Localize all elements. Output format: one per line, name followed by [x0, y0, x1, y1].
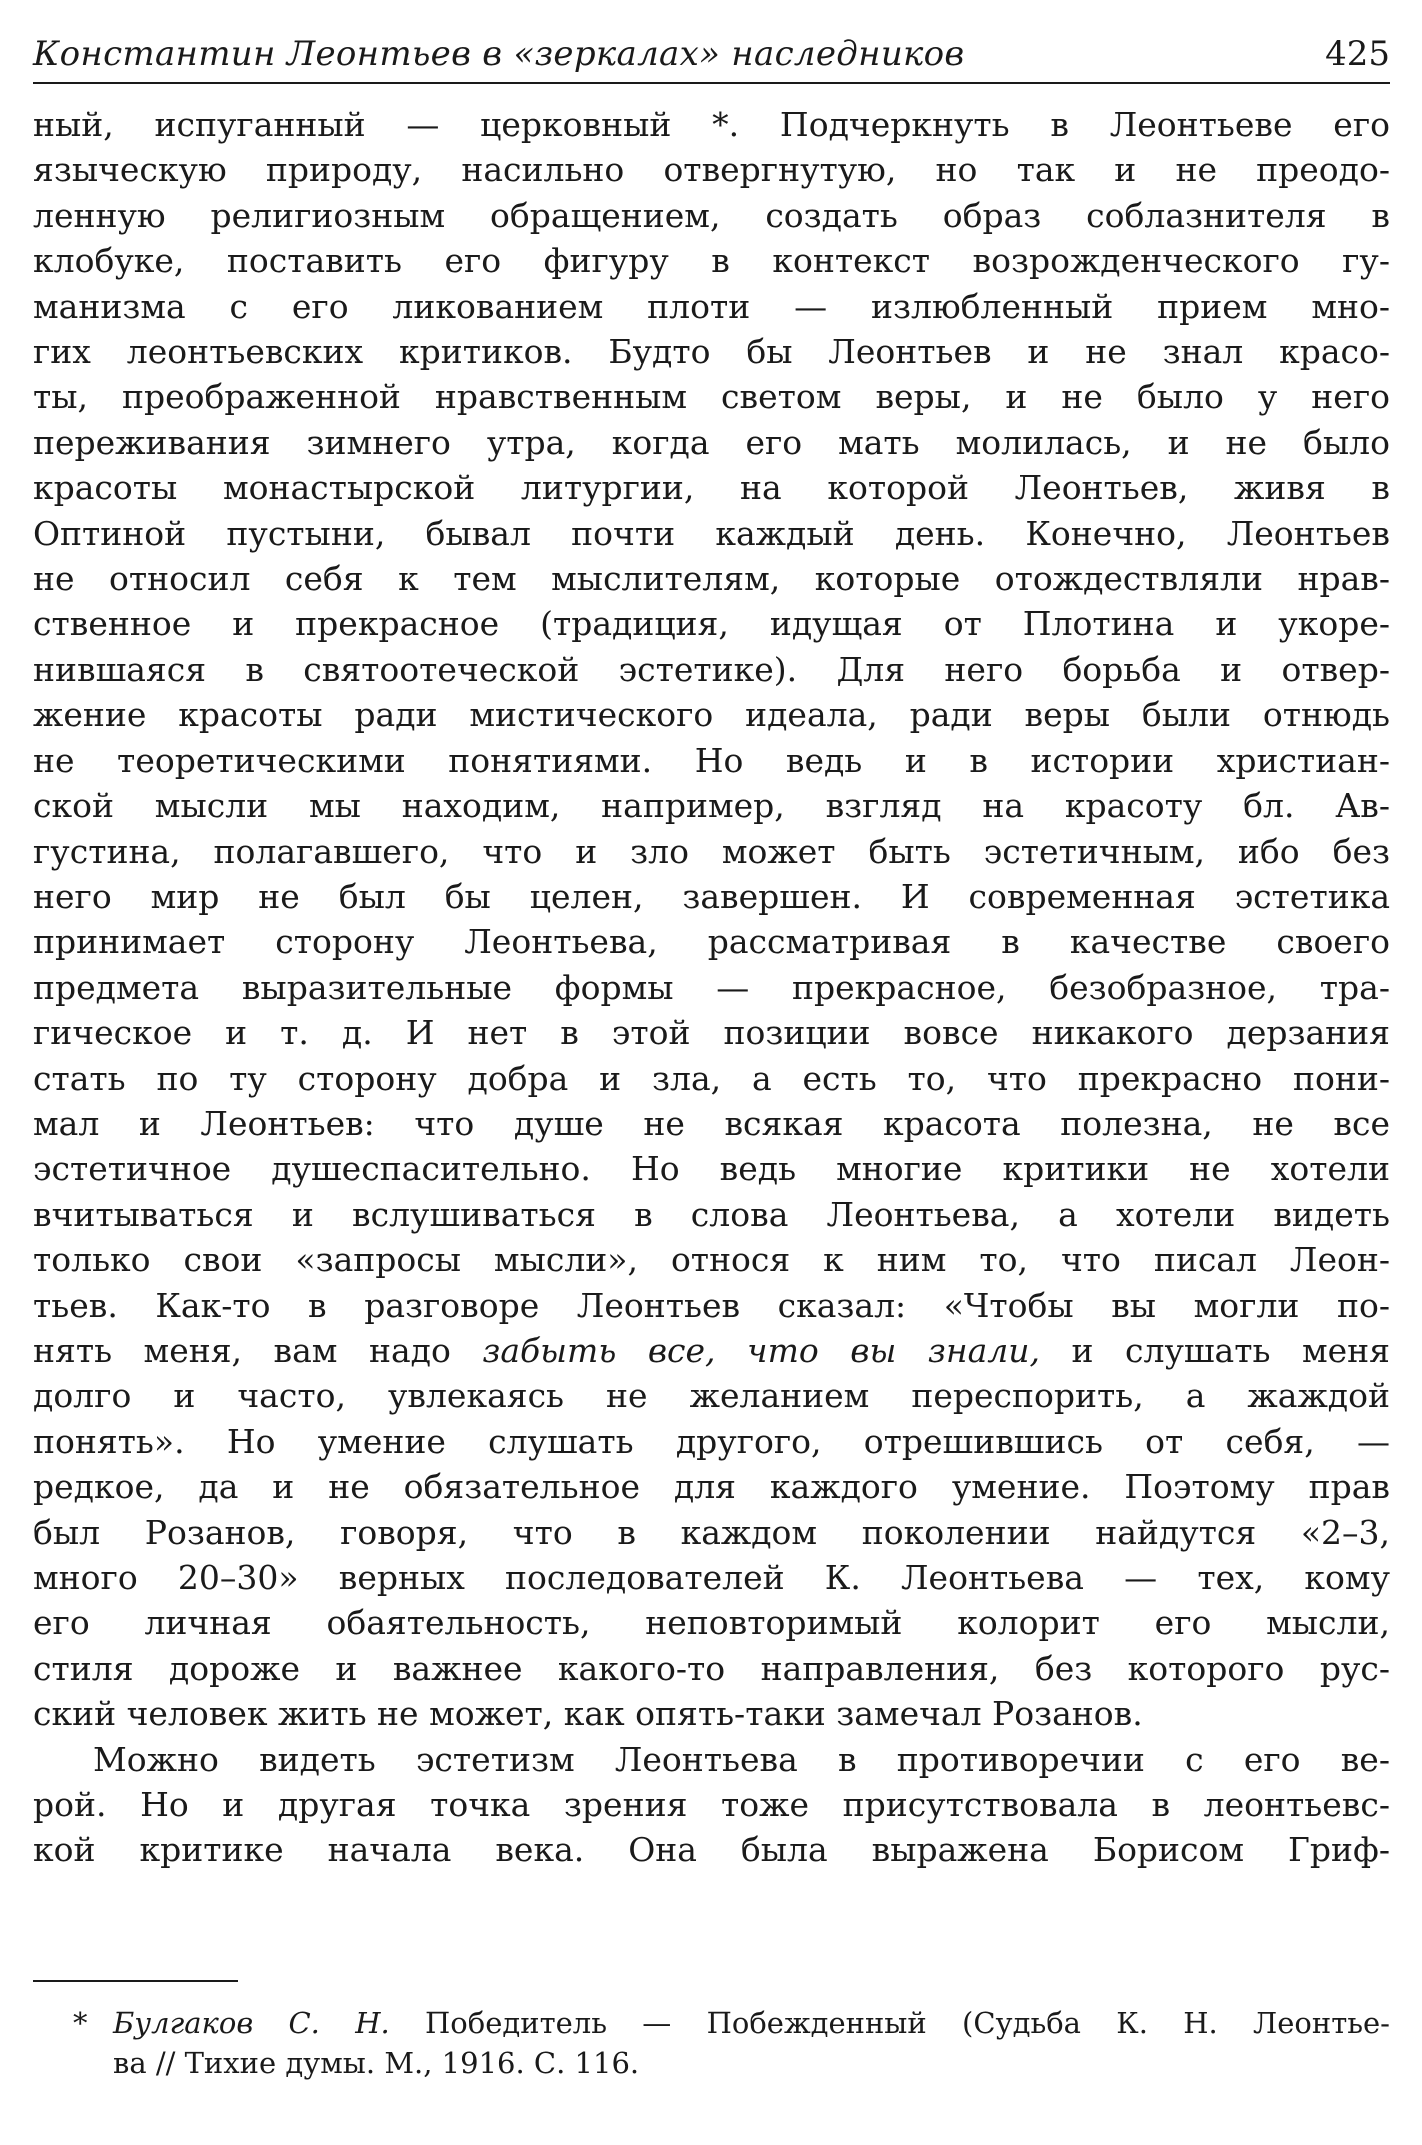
text-line: мал и Леонтьев: что душе не всякая красота полезна, не все	[33, 1103, 1390, 1143]
text-line: долго и часто, увлекаясь не желанием переспорить, а жаждой	[33, 1376, 1390, 1416]
book-page	[33, 30, 1390, 2080]
text-line: тьев. Как-то в разговоре Леонтьев сказал: «Чтобы вы могли по-	[33, 1285, 1390, 1325]
paragraph-first-line: Можно видеть эстетизм Леонтьева в противоречии с его ве-	[93, 1739, 1390, 1779]
text-line: понять». Но умение слушать другого, отрешившись от себя, —	[33, 1421, 1390, 1461]
footnote-line	[113, 2003, 1390, 2043]
text-line: не относил себя к тем мыслителям, которые отождествляли нрав-	[33, 559, 1390, 599]
footnote-marker: *	[73, 2006, 88, 2040]
text-segment: и слушать меня	[1040, 1330, 1390, 1370]
text-line: ственное и прекрасное (традиция, идущая от Плотина и укоре-	[33, 604, 1390, 644]
main-text	[33, 102, 1390, 1873]
text-line: гическое и т. д. И нет в этой позиции вовсе никакого дерзания	[33, 1013, 1390, 1053]
text-line: предмета выразительные формы — прекрасное, безобразное, тра-	[33, 967, 1390, 1007]
footnote-author: Булгаков С. Н.	[113, 2006, 390, 2040]
italic-quote: забыть все, что вы знали,	[482, 1330, 1040, 1370]
text-line: кой критике начала века. Она была выражена Борисом Гриф-	[33, 1830, 1390, 1870]
text-line: гих леонтьевских критиков. Будто бы Леонтьев и не знал красо-	[33, 332, 1390, 372]
text-line: нившаяся в святоотеческой эстетике). Для него борьба и отвер-	[33, 649, 1390, 689]
text-line: стать по ту сторону добра и зла, а есть то, что прекрасно пони-	[33, 1058, 1390, 1098]
text-line: вчитываться и вслушиваться в слова Леонтьева, а хотели видеть	[33, 1194, 1390, 1234]
text-line: густина, полагавшего, что и зло может быть эстетичным, ибо без	[33, 831, 1390, 871]
text-line: переживания зимнего утра, когда его мать молилась, и не было	[33, 422, 1390, 462]
text-line: эстетичное душеспасительно. Но ведь многие критики не хотели	[33, 1149, 1390, 1189]
text-line: только свои «запросы мысли», относя к ним то, что писал Леон-	[33, 1240, 1390, 1280]
footnote	[73, 2003, 1390, 2083]
text-line: клобуке, поставить его фигуру в контекст возрожденческого гу-	[33, 241, 1390, 281]
text-line: рой. Но и другая точка зрения тоже присутствовала в леонтьевс-	[33, 1785, 1390, 1825]
text-line: Оптиной пустыни, бывал почти каждый день. Конечно, Леонтьев	[33, 513, 1390, 553]
running-head-title: Константин Леонтьев в «зеркалах» наследников	[33, 34, 965, 74]
text-line: его личная обаятельность, неповторимый колорит его мысли,	[33, 1603, 1390, 1643]
text-line: принимает сторону Леонтьева, рассматривая в качестве своего	[33, 922, 1390, 962]
footnote-text: Победитель — Побежденный (Судьба К. Н. Леонтье-	[389, 2006, 1390, 2040]
text-line: много 20–30» верных последователей К. Леонтьева — тех, кому	[33, 1558, 1390, 1597]
page-number: 425	[1325, 34, 1390, 74]
text-line: стиля дороже и важнее какого-то направления, без которого рус-	[33, 1648, 1390, 1688]
text-line: манизма с его ликованием плоти — излюбленный прием мно-	[33, 286, 1390, 326]
text-line: красоты монастырской литургии, на которой Леонтьев, живя в	[33, 468, 1390, 508]
running-head	[33, 30, 1390, 84]
text-line: ный, испуганный — церковный *. Подчеркнуть в Леонтьеве его	[33, 105, 1390, 144]
footnote-divider	[33, 1980, 238, 1982]
text-line: жение красоты ради мистического идеала, ради веры были отнюдь	[33, 695, 1390, 735]
text-line: ты, преображенной нравственным светом веры, и не было у него	[33, 377, 1390, 417]
text-line: редкое, да и не обязательное для каждого умение. Поэтому прав	[33, 1467, 1390, 1507]
footnote-line: ва // Тихие думы. М., 1916. С. 116.	[113, 2046, 640, 2080]
text-line: него мир не был бы целен, завершен. И современная эстетика	[33, 876, 1390, 916]
text-line: был Розанов, говоря, что в каждом поколении найдутся «2–3,	[33, 1512, 1390, 1552]
text-line: ский человек жить не может, как опять-таки замечал Розанов.	[33, 1694, 1143, 1734]
text-line-with-italic	[33, 1328, 1390, 1373]
text-line: не теоретическими понятиями. Но ведь и в истории христиан-	[33, 740, 1390, 780]
text-segment: нять меня, вам надо	[33, 1330, 483, 1370]
text-line: ленную религиозным обращением, создать образ соблазнителя в	[33, 195, 1390, 235]
text-line: языческую природу, насильно отвергнутую, но так и не преодо-	[33, 150, 1390, 190]
text-line: ской мысли мы находим, например, взгляд на красоту бл. Ав-	[33, 786, 1390, 826]
